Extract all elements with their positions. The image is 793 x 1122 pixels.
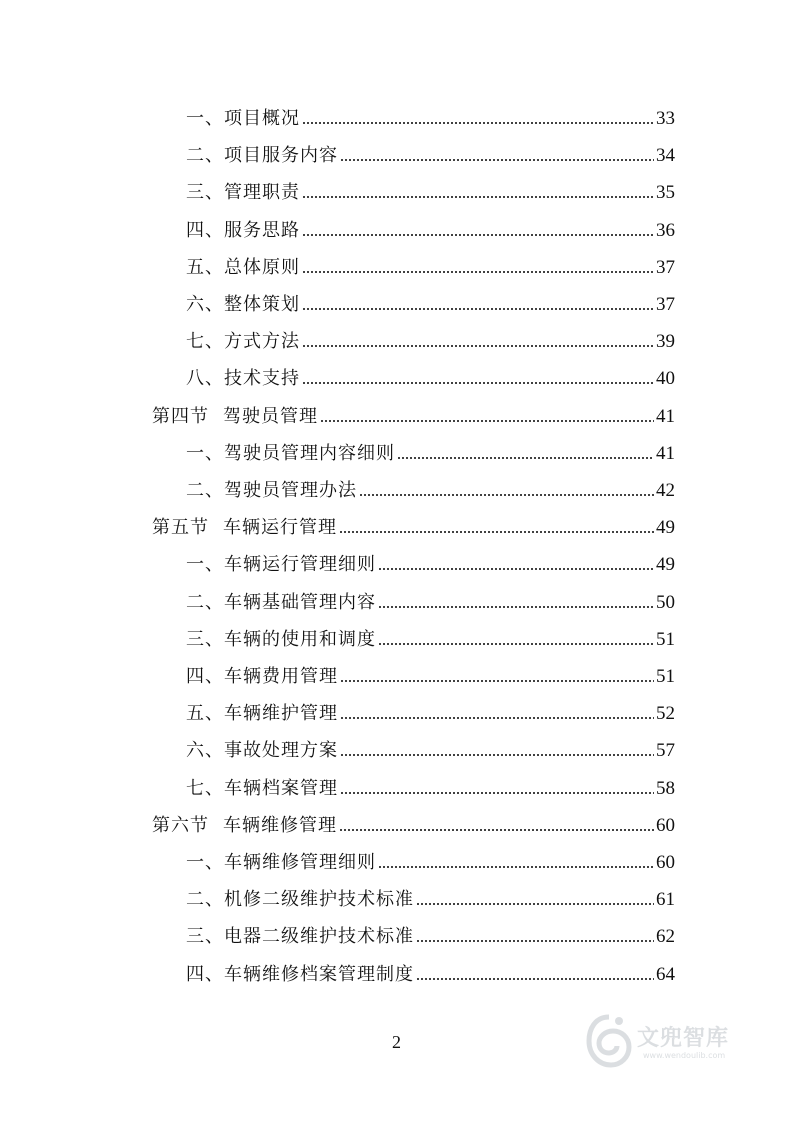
toc-entry-page: 49	[656, 554, 675, 576]
toc-entry-title	[186, 703, 340, 725]
toc-entry-number: 六、	[186, 294, 224, 315]
dot-leader	[340, 753, 654, 757]
dot-leader	[302, 307, 654, 311]
toc-entry-number: 五、	[186, 703, 224, 725]
toc-entry-number: 二、	[186, 145, 224, 167]
toc-entry[interactable]	[186, 770, 675, 800]
toc-entry-text: 总体原则	[224, 256, 300, 278]
toc-entry-page: 42	[656, 480, 675, 501]
toc-entry[interactable]	[186, 323, 675, 353]
toc-entry-page: 37	[656, 294, 675, 315]
toc-entry-number: 三、	[186, 926, 224, 948]
toc-entry-number: 第五节	[152, 517, 209, 539]
toc-entry-page: 36	[656, 219, 675, 241]
toc-entry-text: 服务思路	[224, 219, 300, 241]
watermark-text: 文兜智库	[637, 1026, 730, 1051]
toc-entry-page: 37	[656, 256, 675, 278]
toc-entry-number: 一、	[186, 554, 224, 576]
toc-entry[interactable]	[186, 249, 675, 279]
dot-leader	[378, 605, 654, 609]
toc-entry-number: 五、	[186, 256, 224, 278]
toc-entry-number: 二、	[186, 889, 224, 911]
toc-entry-page: 58	[656, 777, 675, 799]
dot-leader	[378, 642, 654, 646]
toc-entry-text: 车辆费用管理	[224, 666, 338, 687]
dot-leader	[302, 121, 654, 125]
dot-leader	[359, 493, 654, 497]
toc-entry-page: 39	[656, 331, 675, 353]
toc-entry-number: 四、	[186, 219, 224, 241]
toc-entry[interactable]	[186, 360, 675, 390]
toc-entry-title	[186, 554, 378, 576]
dot-leader	[378, 567, 654, 571]
toc-entry-title	[186, 666, 340, 688]
toc-entry-text: 项目服务内容	[224, 145, 338, 167]
toc-entry-title	[186, 480, 359, 502]
toc-entry-page: 62	[656, 926, 675, 948]
toc-entry[interactable]	[186, 472, 675, 502]
toc-entry-page: 51	[656, 628, 675, 650]
dot-leader	[416, 902, 654, 906]
toc-entry-text: 车辆基础管理内容	[224, 591, 376, 613]
toc-entry-page: 57	[656, 740, 675, 762]
dot-leader	[302, 233, 654, 237]
toc-entry-number: 第四节	[152, 405, 209, 427]
toc-entry-page: 49	[656, 517, 675, 539]
toc-entry[interactable]	[186, 286, 675, 316]
toc-entry-page: 33	[656, 108, 675, 129]
toc-entry[interactable]	[186, 212, 675, 242]
toc-entry[interactable]	[186, 881, 675, 911]
toc-entry-text: 车辆维护管理	[224, 703, 338, 725]
toc-entry-text: 车辆运行管理细则	[224, 554, 376, 576]
toc-entry[interactable]	[186, 621, 675, 651]
toc-entry-text: 机修二级维护技术标准	[224, 889, 414, 911]
toc-entry[interactable]	[186, 435, 675, 465]
toc-entry-number: 四、	[186, 963, 224, 985]
toc-entry-number: 四、	[186, 666, 224, 687]
dot-leader	[302, 344, 654, 348]
toc-entry-text: 车辆档案管理	[224, 777, 338, 799]
toc-entry-title	[152, 815, 339, 837]
toc-entry-text: 事故处理方案	[224, 740, 338, 762]
toc-entry-title	[186, 889, 416, 911]
toc-entry-text: 驾驶员管理办法	[224, 480, 357, 501]
toc-entry[interactable]	[186, 137, 675, 167]
toc-entry-number: 一、	[186, 852, 224, 873]
toc-entry[interactable]	[186, 658, 675, 688]
dot-leader	[378, 865, 654, 869]
dot-leader	[302, 381, 654, 385]
toc-entry[interactable]	[186, 732, 675, 762]
dot-leader	[339, 530, 654, 534]
dot-leader	[397, 456, 654, 460]
toc-entry-title	[186, 964, 416, 986]
toc-entry-number: 八、	[186, 368, 224, 390]
dot-leader	[340, 679, 654, 683]
toc-entry-text: 车辆的使用和调度	[224, 628, 376, 650]
dot-leader	[302, 195, 654, 199]
toc-entry-number: 二、	[186, 480, 224, 501]
dot-leader	[302, 270, 654, 274]
toc-entry-page: 61	[656, 889, 675, 911]
toc-entry-title	[186, 220, 302, 242]
toc-entry[interactable]	[186, 100, 675, 130]
toc-entry-title	[186, 368, 302, 390]
toc-entry-page: 52	[656, 703, 675, 725]
toc-entry-title	[186, 108, 302, 130]
toc-entry-page: 60	[656, 852, 675, 873]
toc-entry-number: 七、	[186, 331, 224, 353]
toc-entry[interactable]	[186, 918, 675, 948]
toc-entry-number: 一、	[186, 108, 224, 129]
toc-entry-number: 三、	[186, 182, 224, 204]
toc-entry-text: 方式方法	[224, 331, 300, 353]
toc-entry-page: 60	[656, 814, 675, 836]
toc-entry[interactable]	[186, 844, 675, 874]
toc-entry-number: 七、	[186, 777, 224, 799]
toc-entry-title	[186, 331, 302, 353]
toc-entry-page: 35	[656, 182, 675, 204]
dot-leader	[320, 419, 654, 423]
toc-entry-text: 驾驶员管理内容细则	[224, 442, 395, 464]
toc-entry-title	[186, 257, 302, 279]
toc-entry[interactable]	[186, 546, 675, 576]
toc-entry-text: 整体策划	[224, 294, 300, 315]
toc-entry-number: 二、	[186, 591, 224, 613]
toc-entry-title	[186, 145, 340, 167]
toc-entry-text: 电器二级维护技术标准	[224, 926, 414, 948]
toc-entry-text: 车辆维修档案管理制度	[224, 963, 414, 985]
toc-entry-title	[186, 182, 302, 204]
toc-entry-page: 50	[656, 591, 675, 613]
dot-leader	[416, 939, 654, 943]
dot-leader	[340, 791, 654, 795]
toc-entry-page: 41	[656, 405, 675, 427]
dot-leader	[416, 977, 654, 981]
toc-entry-text: 项目概况	[224, 108, 300, 129]
toc-entry[interactable]	[186, 584, 675, 614]
toc-entry-title	[186, 852, 378, 874]
toc-entry-title	[186, 778, 340, 800]
toc-entry-text: 车辆运行管理	[223, 517, 337, 539]
toc-entry-number: 六、	[186, 740, 224, 762]
toc-entry-text: 车辆维修管理细则	[224, 852, 376, 873]
dot-leader	[339, 828, 654, 832]
toc-entry-page: 41	[656, 442, 675, 464]
toc-entry[interactable]	[186, 695, 675, 725]
toc-entry[interactable]	[152, 398, 675, 428]
toc-entry-text: 管理职责	[224, 182, 300, 204]
toc-entry-text: 车辆维修管理	[223, 814, 337, 836]
toc-entry-title	[186, 629, 378, 651]
dot-leader	[340, 158, 654, 162]
toc-entry-title	[152, 406, 320, 428]
page-number: 2	[392, 1032, 401, 1052]
toc-entry[interactable]	[186, 174, 675, 204]
toc-entry[interactable]	[152, 509, 675, 539]
toc-entry-number: 一、	[186, 442, 224, 464]
toc-entry-text: 驾驶员管理	[223, 405, 318, 427]
dot-leader	[340, 716, 654, 720]
toc-entry-title	[186, 740, 340, 762]
toc-entry-number: 第六节	[152, 814, 209, 836]
toc-entry-title	[186, 926, 416, 948]
toc-entry-page: 51	[656, 666, 675, 687]
toc-entry[interactable]	[186, 956, 675, 986]
logo-icon	[585, 1013, 633, 1069]
toc-entry-page: 40	[656, 368, 675, 390]
toc-entry-text: 技术支持	[224, 368, 300, 390]
watermark-logo	[585, 1013, 755, 1075]
toc-entry[interactable]	[152, 807, 675, 837]
toc-entry-page: 34	[656, 145, 675, 167]
toc-entry-title	[186, 294, 302, 316]
toc-entry-title	[186, 592, 378, 614]
toc-entry-page: 64	[656, 963, 675, 985]
watermark-url: www.wendoulib.com	[643, 1051, 726, 1060]
toc-entry-number: 三、	[186, 628, 224, 650]
toc-entry-title	[152, 517, 339, 539]
toc-entry-title	[186, 443, 397, 465]
